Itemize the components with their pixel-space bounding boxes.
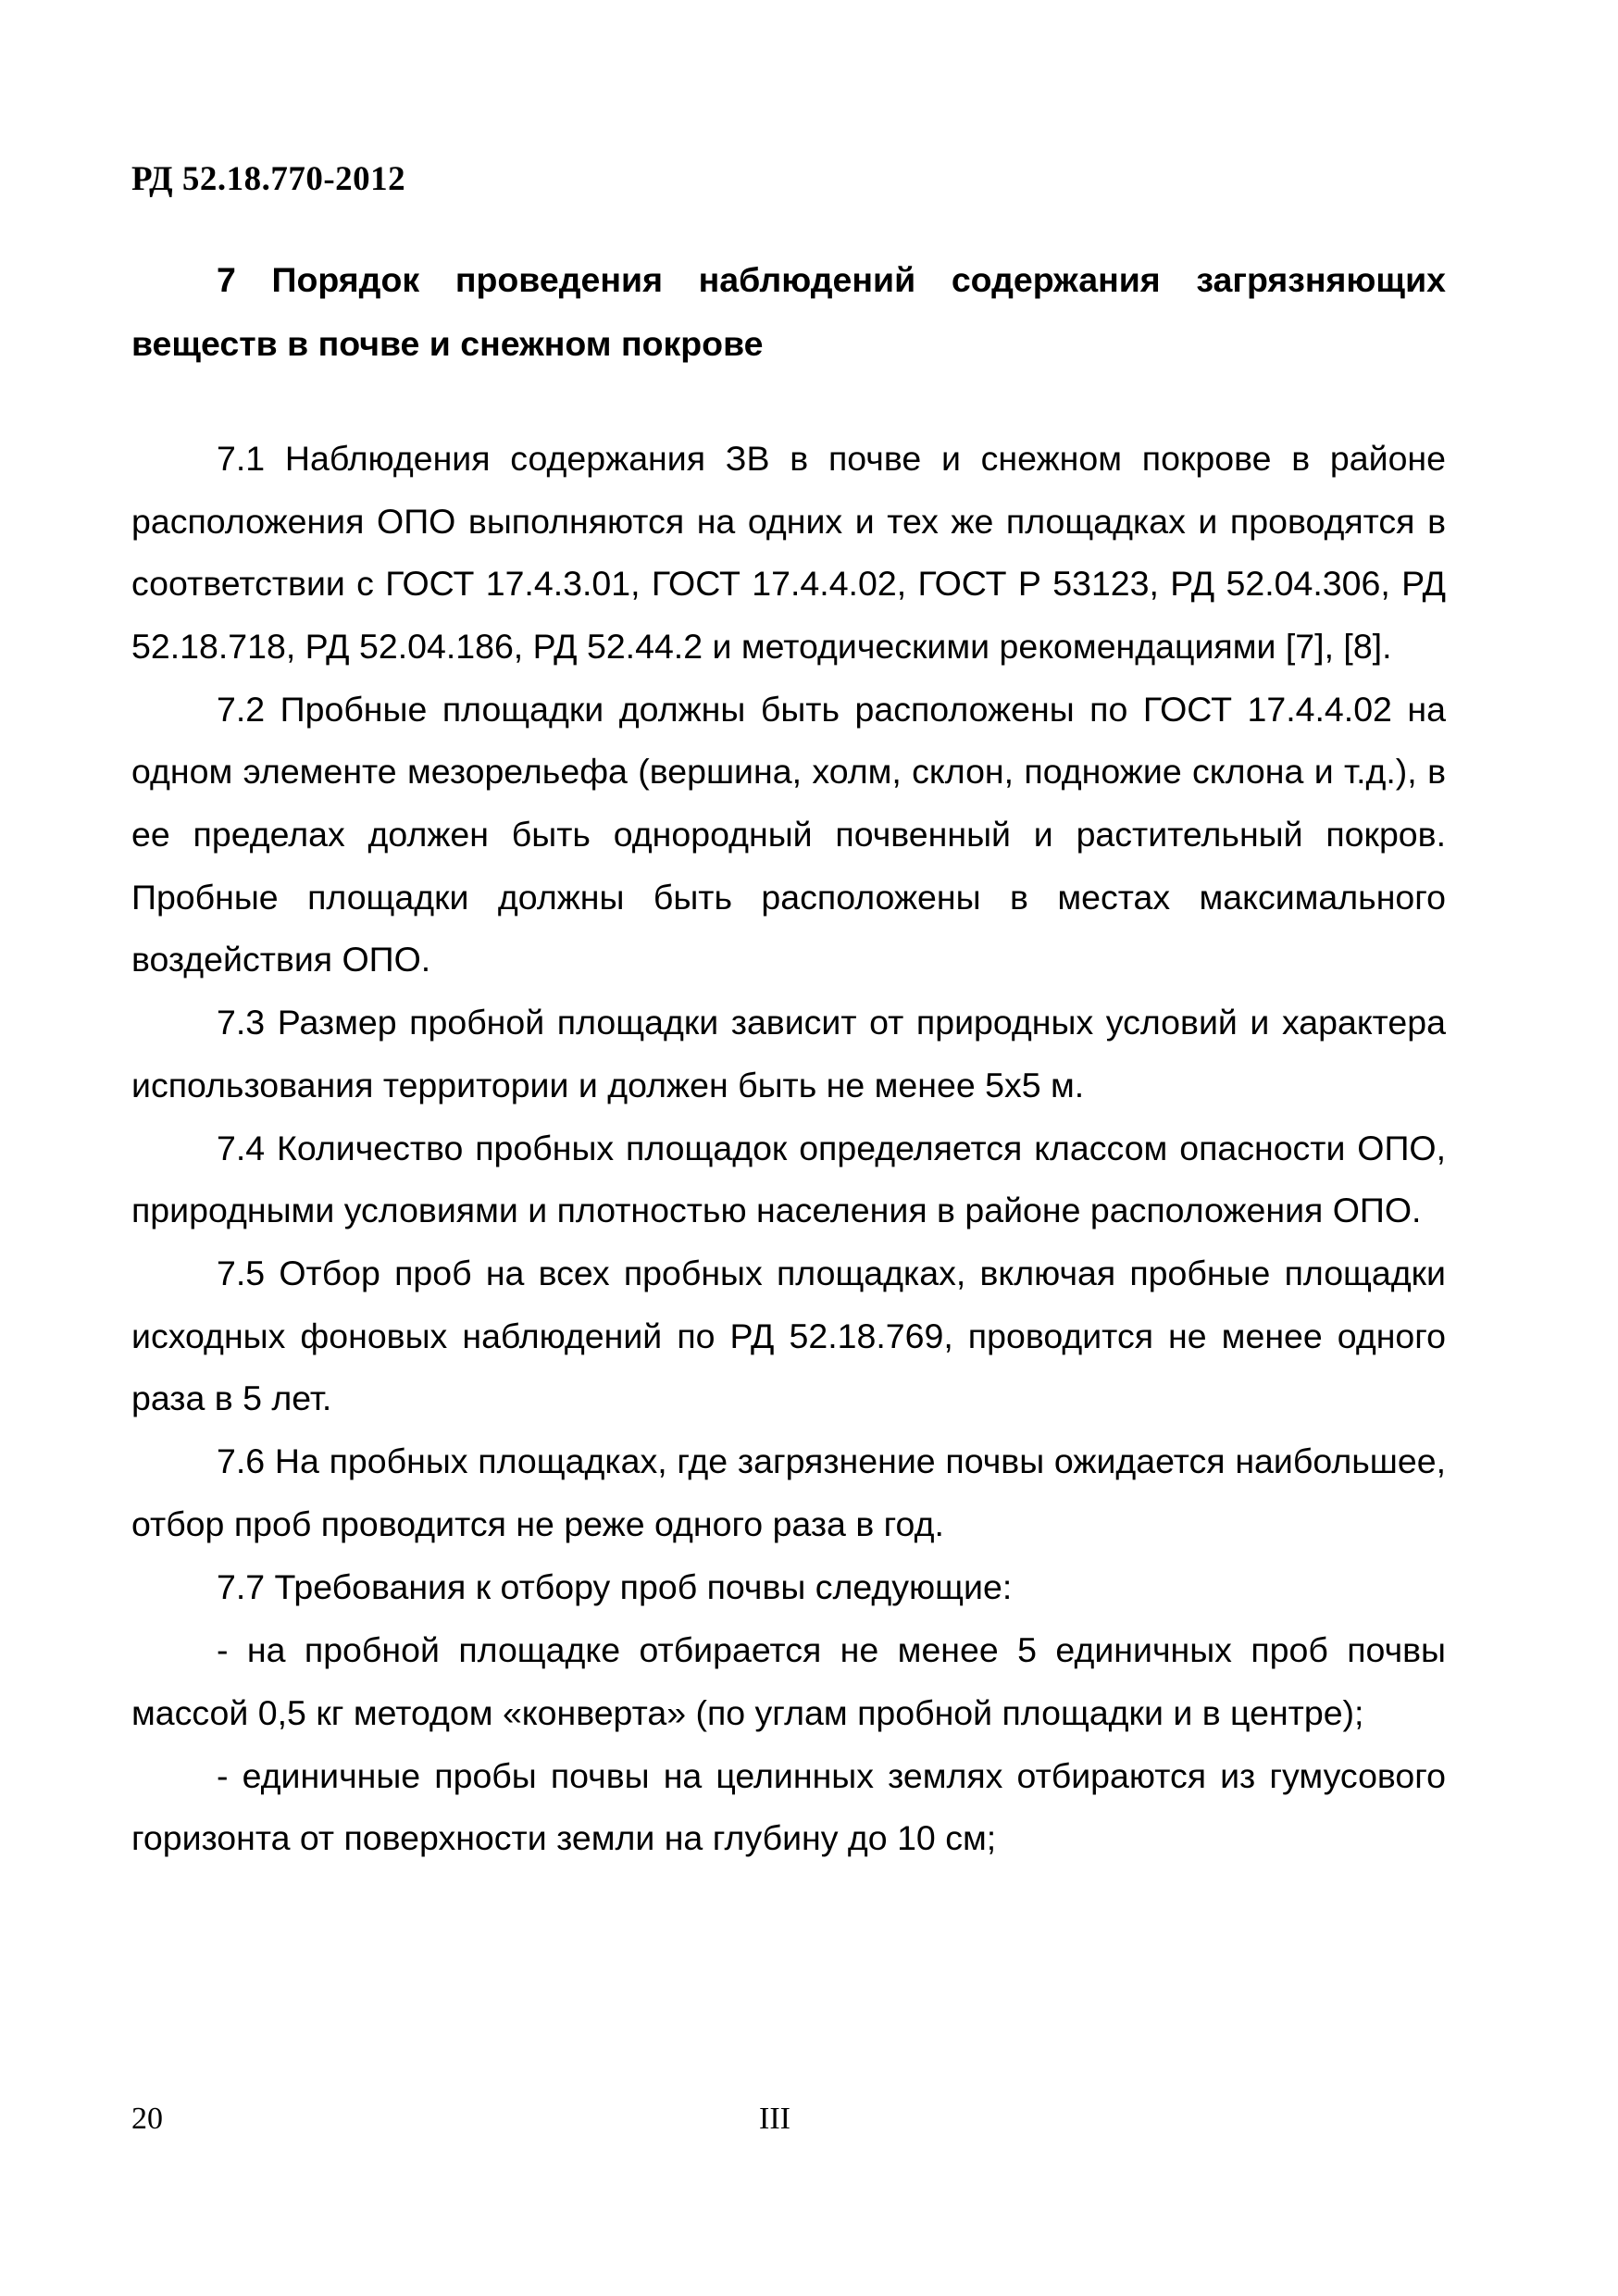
paragraph-7-4: 7.4 Количество пробных площадок определяется классом опасности ОПО, природными условиями и плотностью населения в районе расположения ОПО. bbox=[131, 1128, 1446, 1230]
paragraph-7-2: 7.2 Пробные площадки должны быть расположены по ГОСТ 17.4.4.02 на одном элементе мезорельефа (вершина, холм, склон, подножие склона и т.д.), в ее пределах должен быть однородный почвенный и растительный покров. Пробные площадки должны быть расположены в местах максимального воздействия ОПО. bbox=[131, 689, 1446, 980]
paragraph-7-1: 7.1 Наблюдения содержания ЗВ в почве и снежном покрове в районе расположения ОПО выполняются на одних и тех же площадках и проводятся в соответствии с ГОСТ 17.4.3.01, ГОСТ 17.4.4.02, ГОСТ Р 53123, РД 52.04.306, РД 52.18.718, РД 52.04.186, РД 52.44.2 и методическими рекомендациями [7], [8]. bbox=[131, 439, 1446, 666]
paragraph-7-7: 7.7 Требования к отбору проб почвы следующие: bbox=[217, 1567, 1013, 1607]
paragraph-7-3: 7.3 Размер пробной площадки зависит от природных условий и характера использования территории и должен быть не менее 5х5 м. bbox=[131, 1003, 1446, 1104]
paragraph-7-5: 7.5 Отбор проб на всех пробных площадках, включая пробные площадки исходных фоновых наблюдений по РД 52.18.769, проводится не менее одного раза в 5 лет. bbox=[131, 1254, 1446, 1418]
list-item-sample-depth: - единичные пробы почвы на целинных землях отбираются из гумусового горизонта от поверхности земли на глубину до 10 см; bbox=[131, 1755, 1446, 1858]
roman-numeral-mark: III bbox=[759, 2102, 790, 2136]
paragraph-7-6: 7.6 На пробных площадках, где загрязнение почвы ожидается наибольшее, отбор проб проводится не реже одного раза в год. bbox=[131, 1441, 1446, 1544]
document-code: РД 52.18.770-2012 bbox=[131, 160, 406, 198]
section-heading: 7 Порядок проведения наблюдений содержания загрязняющих веществ в почве и снежном покрове bbox=[131, 260, 1446, 363]
section-body bbox=[131, 428, 1446, 1870]
list-item-sample-count: - на пробной площадке отбирается не менее 5 единичных проб почвы массой 0,5 кг методом «конверта» (по углам пробной площадки и в центре); bbox=[131, 1630, 1446, 1732]
page-number: 20 bbox=[131, 2102, 163, 2136]
